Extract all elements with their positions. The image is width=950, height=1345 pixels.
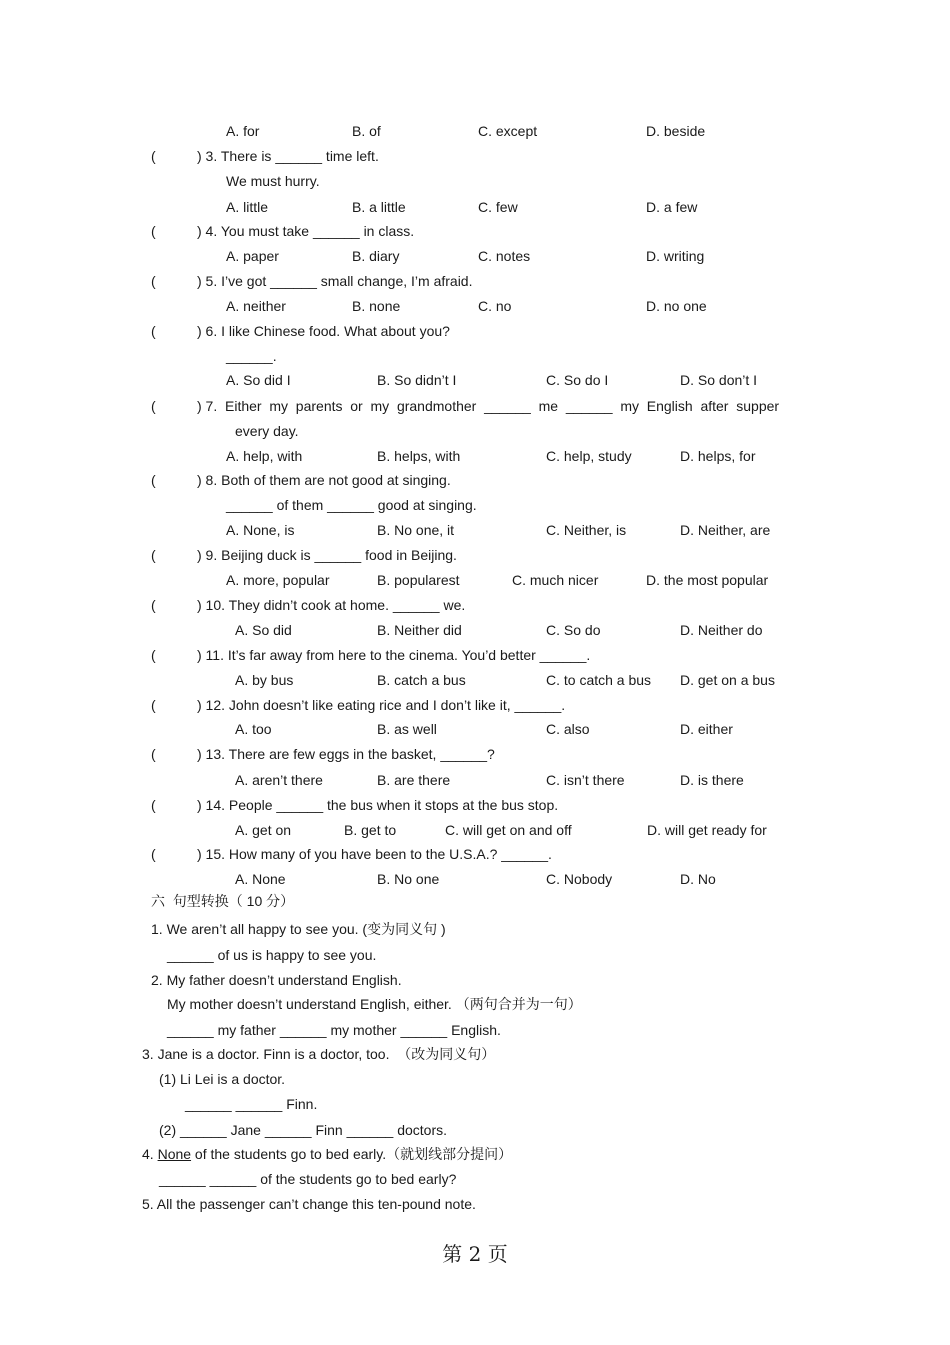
q8-option-d: D. Neither, are bbox=[680, 522, 771, 538]
s1-answer: ______ of us is happy to see you. bbox=[167, 947, 377, 963]
q3-option-b: B. a little bbox=[352, 199, 406, 215]
s4-rest: of the students go to bed early.（就划线部分提问） bbox=[191, 1146, 513, 1162]
q7-option-a: A. help, with bbox=[226, 448, 303, 464]
q6-option-d: D. So don’t I bbox=[680, 372, 758, 388]
s4-underlined-word: None bbox=[157, 1146, 192, 1162]
q14-option-b: B. get to bbox=[344, 822, 397, 838]
q8-option-a: A. None, is bbox=[226, 522, 295, 538]
s2-question-line2: My mother doesn’t understand English, either. （两句合并为一句） bbox=[167, 996, 582, 1012]
q8-option-b: B. No one, it bbox=[377, 522, 455, 538]
q4-option-c: C. notes bbox=[478, 248, 531, 264]
q10-paren: ( bbox=[151, 597, 156, 613]
q9-option-b: B. popularest bbox=[377, 572, 460, 588]
q5-paren: ( bbox=[151, 273, 156, 289]
q2-option-c: C. except bbox=[478, 123, 538, 139]
q4-option-a: A. paper bbox=[226, 248, 279, 264]
q6-paren: ( bbox=[151, 323, 156, 339]
q13-option-b: B. are there bbox=[377, 772, 451, 788]
q11-stem: ) 11. It’s far away from here to the cinema. You’d better ______. bbox=[197, 647, 591, 663]
q3-option-d: D. a few bbox=[646, 199, 698, 215]
q12-option-c: C. also bbox=[546, 721, 590, 737]
q7-option-d: D. helps, for bbox=[680, 448, 756, 464]
q13-paren: ( bbox=[151, 746, 156, 762]
s4-question bbox=[142, 1145, 512, 1163]
q9-paren: ( bbox=[151, 547, 156, 563]
q14-option-a: A. get on bbox=[235, 822, 292, 838]
q13-option-a: A. aren’t there bbox=[235, 772, 323, 788]
q10-stem: ) 10. They didn’t cook at home. ______ we. bbox=[197, 597, 466, 613]
q11-option-d: D. get on a bus bbox=[680, 672, 775, 688]
q5-option-a: A. neither bbox=[226, 298, 286, 314]
q9-option-d: D. the most popular bbox=[646, 572, 769, 588]
q5-option-b: B. none bbox=[352, 298, 401, 314]
q15-option-b: B. No one bbox=[377, 871, 440, 887]
q3-option-c: C. few bbox=[478, 199, 518, 215]
q7-paren: ( bbox=[151, 398, 156, 414]
q12-option-d: D. either bbox=[680, 721, 733, 737]
q7-continuation: every day. bbox=[235, 423, 299, 439]
q4-option-d: D. writing bbox=[646, 248, 705, 264]
q13-option-d: D. is there bbox=[680, 772, 744, 788]
q14-option-d: D. will get ready for bbox=[647, 822, 767, 838]
q3-continuation: We must hurry. bbox=[226, 173, 320, 189]
s1-question: 1. We aren’t all happy to see you. (变为同义句 ) bbox=[151, 921, 446, 937]
q6-option-b: B. So didn’t I bbox=[377, 372, 457, 388]
q13-option-c: C. isn’t there bbox=[546, 772, 625, 788]
q5-option-c: C. no bbox=[478, 298, 512, 314]
q9-stem: ) 9. Beijing duck is ______ food in Beijing. bbox=[197, 547, 457, 563]
q6-continuation: ______. bbox=[226, 348, 277, 364]
q15-stem: ) 15. How many of you have been to the U.S.A.? ______. bbox=[197, 846, 552, 862]
q6-option-c: C. So do I bbox=[546, 372, 609, 388]
q2-option-a: A. for bbox=[226, 123, 260, 139]
q11-option-c: C. to catch a bus bbox=[546, 672, 652, 688]
q8-stem: ) 8. Both of them are not good at singing. bbox=[197, 472, 451, 488]
q12-paren: ( bbox=[151, 697, 156, 713]
q10-option-b: B. Neither did bbox=[377, 622, 462, 638]
q9-option-a: A. more, popular bbox=[226, 572, 330, 588]
s3-sub1: (1) Li Lei is a doctor. bbox=[159, 1071, 286, 1087]
q6-option-a: A. So did I bbox=[226, 372, 291, 388]
q4-paren: ( bbox=[151, 223, 156, 239]
q3-option-a: A. little bbox=[226, 199, 269, 215]
q10-option-d: D. Neither do bbox=[680, 622, 763, 638]
q7-option-c: C. help, study bbox=[546, 448, 632, 464]
s2-question: 2. My father doesn’t understand English. bbox=[151, 972, 402, 988]
q2-option-b: B. of bbox=[352, 123, 381, 139]
s4-number: 4. bbox=[142, 1146, 158, 1162]
q10-option-a: A. So did bbox=[235, 622, 292, 638]
q3-stem: ) 3. There is ______ time left. bbox=[197, 148, 379, 164]
q14-stem: ) 14. People ______ the bus when it stops at the bus stop. bbox=[197, 797, 559, 813]
q12-option-a: A. too bbox=[235, 721, 272, 737]
s3-sub2: (2) ______ Jane ______ Finn ______ doctors. bbox=[159, 1122, 447, 1138]
q11-paren: ( bbox=[151, 647, 156, 663]
q12-stem: ) 12. John doesn’t like eating rice and I don’t like it, ______. bbox=[197, 697, 566, 713]
q5-stem: ) 5. I’ve got ______ small change, I’m afraid. bbox=[197, 273, 473, 289]
q2-option-d: D. beside bbox=[646, 123, 706, 139]
q11-option-a: A. by bus bbox=[235, 672, 294, 688]
q7-stem: ) 7. Either my parents or my grandmother ______ me ______ my English after supper bbox=[197, 398, 780, 414]
q14-paren: ( bbox=[151, 797, 156, 813]
q14-option-c: C. will get on and off bbox=[445, 822, 572, 838]
q10-option-c: C. So do bbox=[546, 622, 601, 638]
page-number: 第 2 页 bbox=[442, 1242, 508, 1266]
q15-paren: ( bbox=[151, 846, 156, 862]
q8-option-c: C. Neither, is bbox=[546, 522, 627, 538]
s3-question: 3. Jane is a doctor. Finn is a doctor, too. （改为同义句） bbox=[142, 1046, 496, 1062]
q4-option-b: B. diary bbox=[352, 248, 400, 264]
q7-option-b: B. helps, with bbox=[377, 448, 461, 464]
q11-option-b: B. catch a bus bbox=[377, 672, 466, 688]
s3-sub1-answer: ______ ______ Finn. bbox=[185, 1096, 318, 1112]
q15-option-c: C. Nobody bbox=[546, 871, 613, 887]
s4-answer: ______ ______ of the students go to bed early? bbox=[159, 1171, 457, 1187]
q6-stem: ) 6. I like Chinese food. What about you? bbox=[197, 323, 450, 339]
q5-option-d: D. no one bbox=[646, 298, 707, 314]
q3-paren: ( bbox=[151, 148, 156, 164]
q15-option-d: D. No bbox=[680, 871, 716, 887]
q9-option-c: C. much nicer bbox=[512, 572, 599, 588]
q8-paren: ( bbox=[151, 472, 156, 488]
q4-stem: ) 4. You must take ______ in class. bbox=[197, 223, 415, 239]
s2-answer: ______ my father ______ my mother ______ English. bbox=[167, 1022, 501, 1038]
q13-stem: ) 13. There are few eggs in the basket, ______? bbox=[197, 746, 495, 762]
q15-option-a: A. None bbox=[235, 871, 286, 887]
section-6-heading: 六 句型转换（ 10 分） bbox=[151, 893, 295, 909]
q12-option-b: B. as well bbox=[377, 721, 437, 737]
s5-question: 5. All the passenger can’t change this ten-pound note. bbox=[142, 1196, 476, 1212]
q8-continuation: ______ of them ______ good at singing. bbox=[226, 497, 477, 513]
